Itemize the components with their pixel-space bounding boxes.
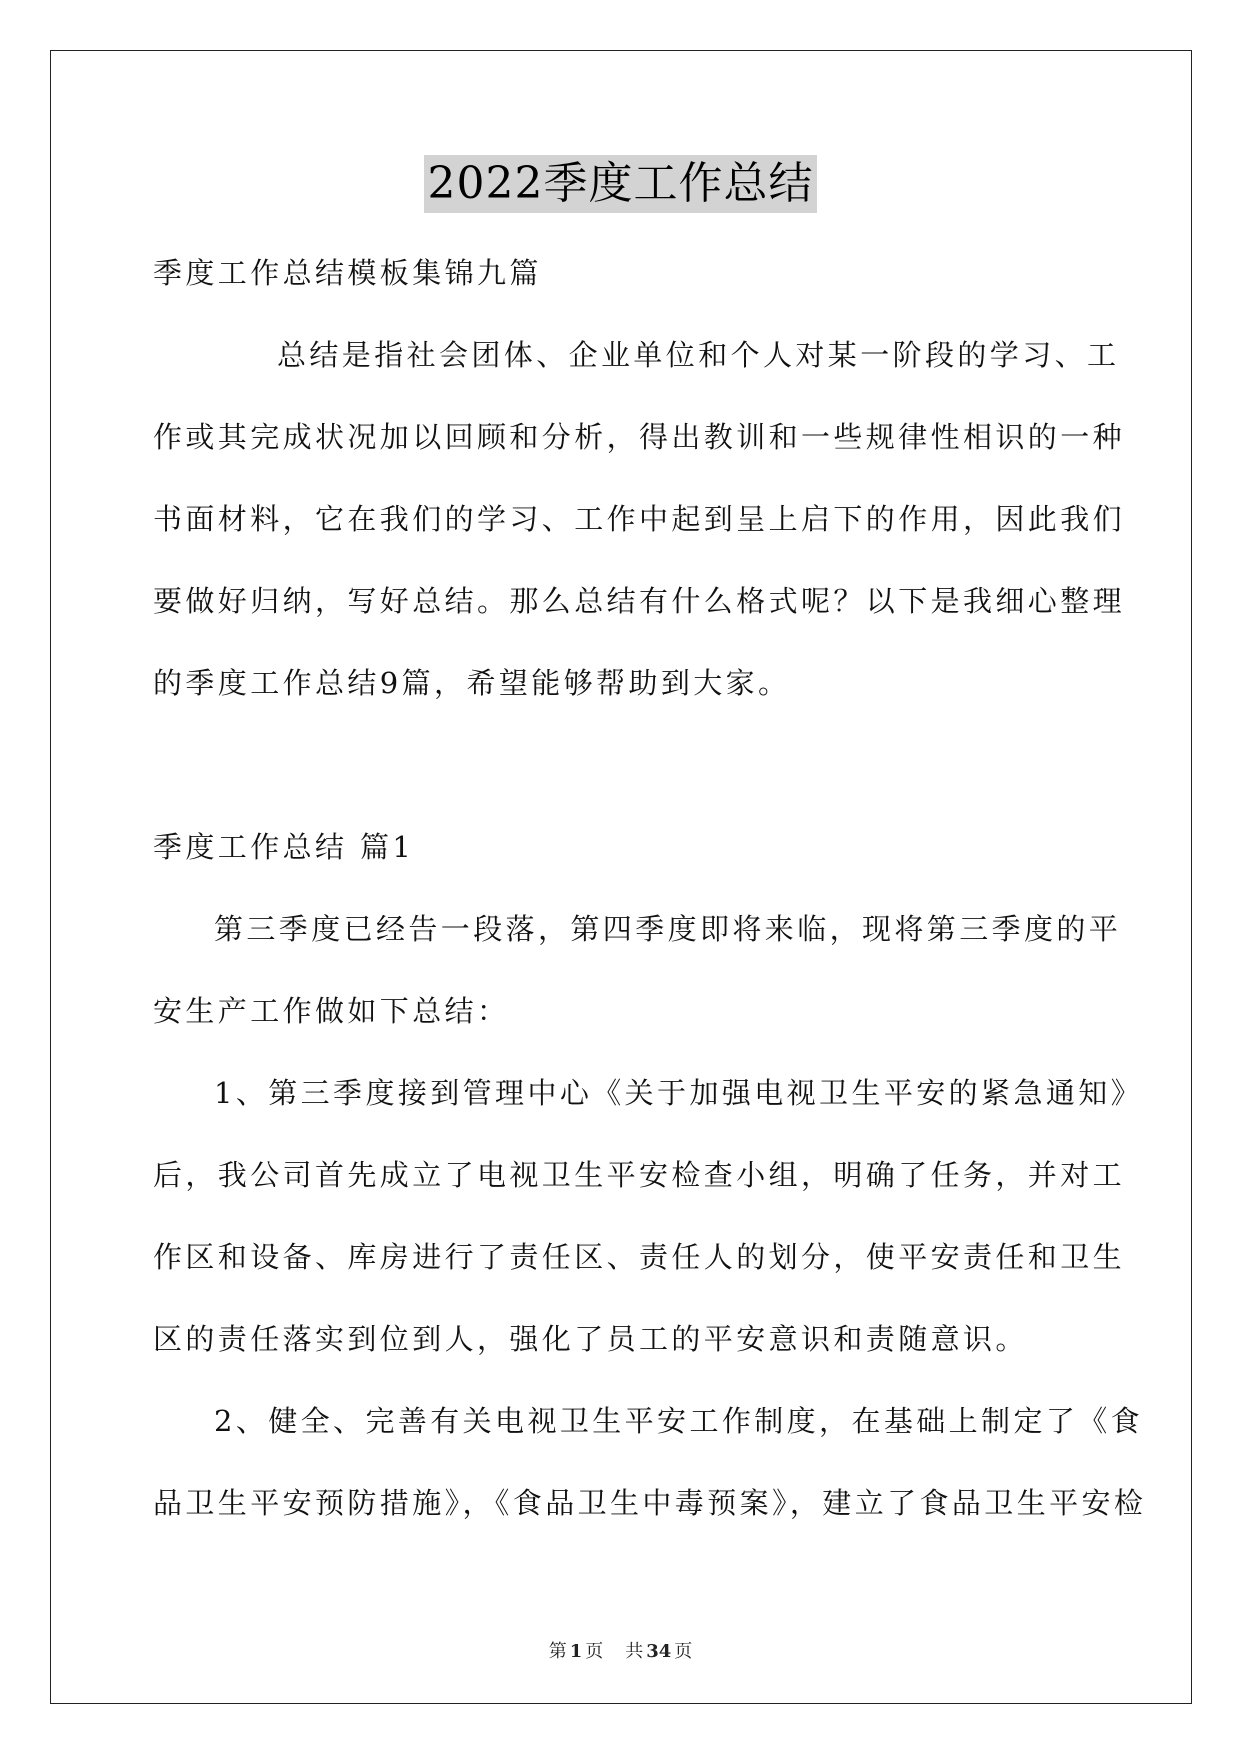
paragraph-line: 第三季度已经告一段落，第四季度即将来临，现将第三季度的平	[214, 912, 1122, 946]
total-suffix: 页	[674, 1641, 693, 1662]
page-footer	[0, 1637, 1241, 1663]
paragraph-line: 总结是指社会团体、企业单位和个人对某一阶段的学习、工	[277, 338, 1120, 372]
blank-line	[153, 724, 1093, 806]
paragraph-line: 要做好归纳，写好总结。那么总结有什么格式呢？以下是我细心整理	[153, 584, 1126, 618]
paragraph-line: 安生产工作做如下总结：	[153, 994, 510, 1028]
total-prefix: 共	[625, 1641, 644, 1662]
current-page-number: 1	[569, 1641, 583, 1662]
paragraph-line: 后，我公司首先成立了电视卫生平安检查小组，明确了任务，并对工	[153, 1158, 1126, 1192]
paragraph-line: 作区和设备、库房进行了责任区、责任人的划分，使平安责任和卫生	[153, 1240, 1126, 1274]
paragraph-line: 品卫生平安预防措施》，《食品卫生中毒预案》，建立了食品卫生平安检	[153, 1486, 1147, 1520]
paragraph-line: 作或其完成状况加以回顾和分析，得出教训和一些规律性相识的一种	[153, 420, 1126, 454]
section-heading: 季度工作总结 篇1	[153, 830, 415, 864]
paragraph-line: 的季度工作总结9篇，希望能够帮助到大家。	[153, 666, 791, 700]
total-pages-number: 34	[646, 1641, 672, 1662]
document-body	[153, 232, 1147, 1544]
page-prefix: 第	[548, 1641, 567, 1662]
paragraph-line: 2、健全、完善有关电视卫生平安工作制度，在基础上制定了《食	[214, 1404, 1144, 1438]
title-container	[0, 155, 1241, 213]
document-title: 2022季度工作总结	[424, 155, 818, 213]
paragraph-line: 1、第三季度接到管理中心《关于加强电视卫生平安的紧急通知》	[214, 1076, 1144, 1110]
paragraph-line: 书面材料，它在我们的学习、工作中起到呈上启下的作用，因此我们	[153, 502, 1126, 536]
subtitle-line: 季度工作总结模板集锦九篇	[153, 256, 542, 290]
page-suffix: 页	[585, 1641, 604, 1662]
paragraph-line: 区的责任落实到位到人，强化了员工的平安意识和责随意识。	[153, 1322, 1028, 1356]
